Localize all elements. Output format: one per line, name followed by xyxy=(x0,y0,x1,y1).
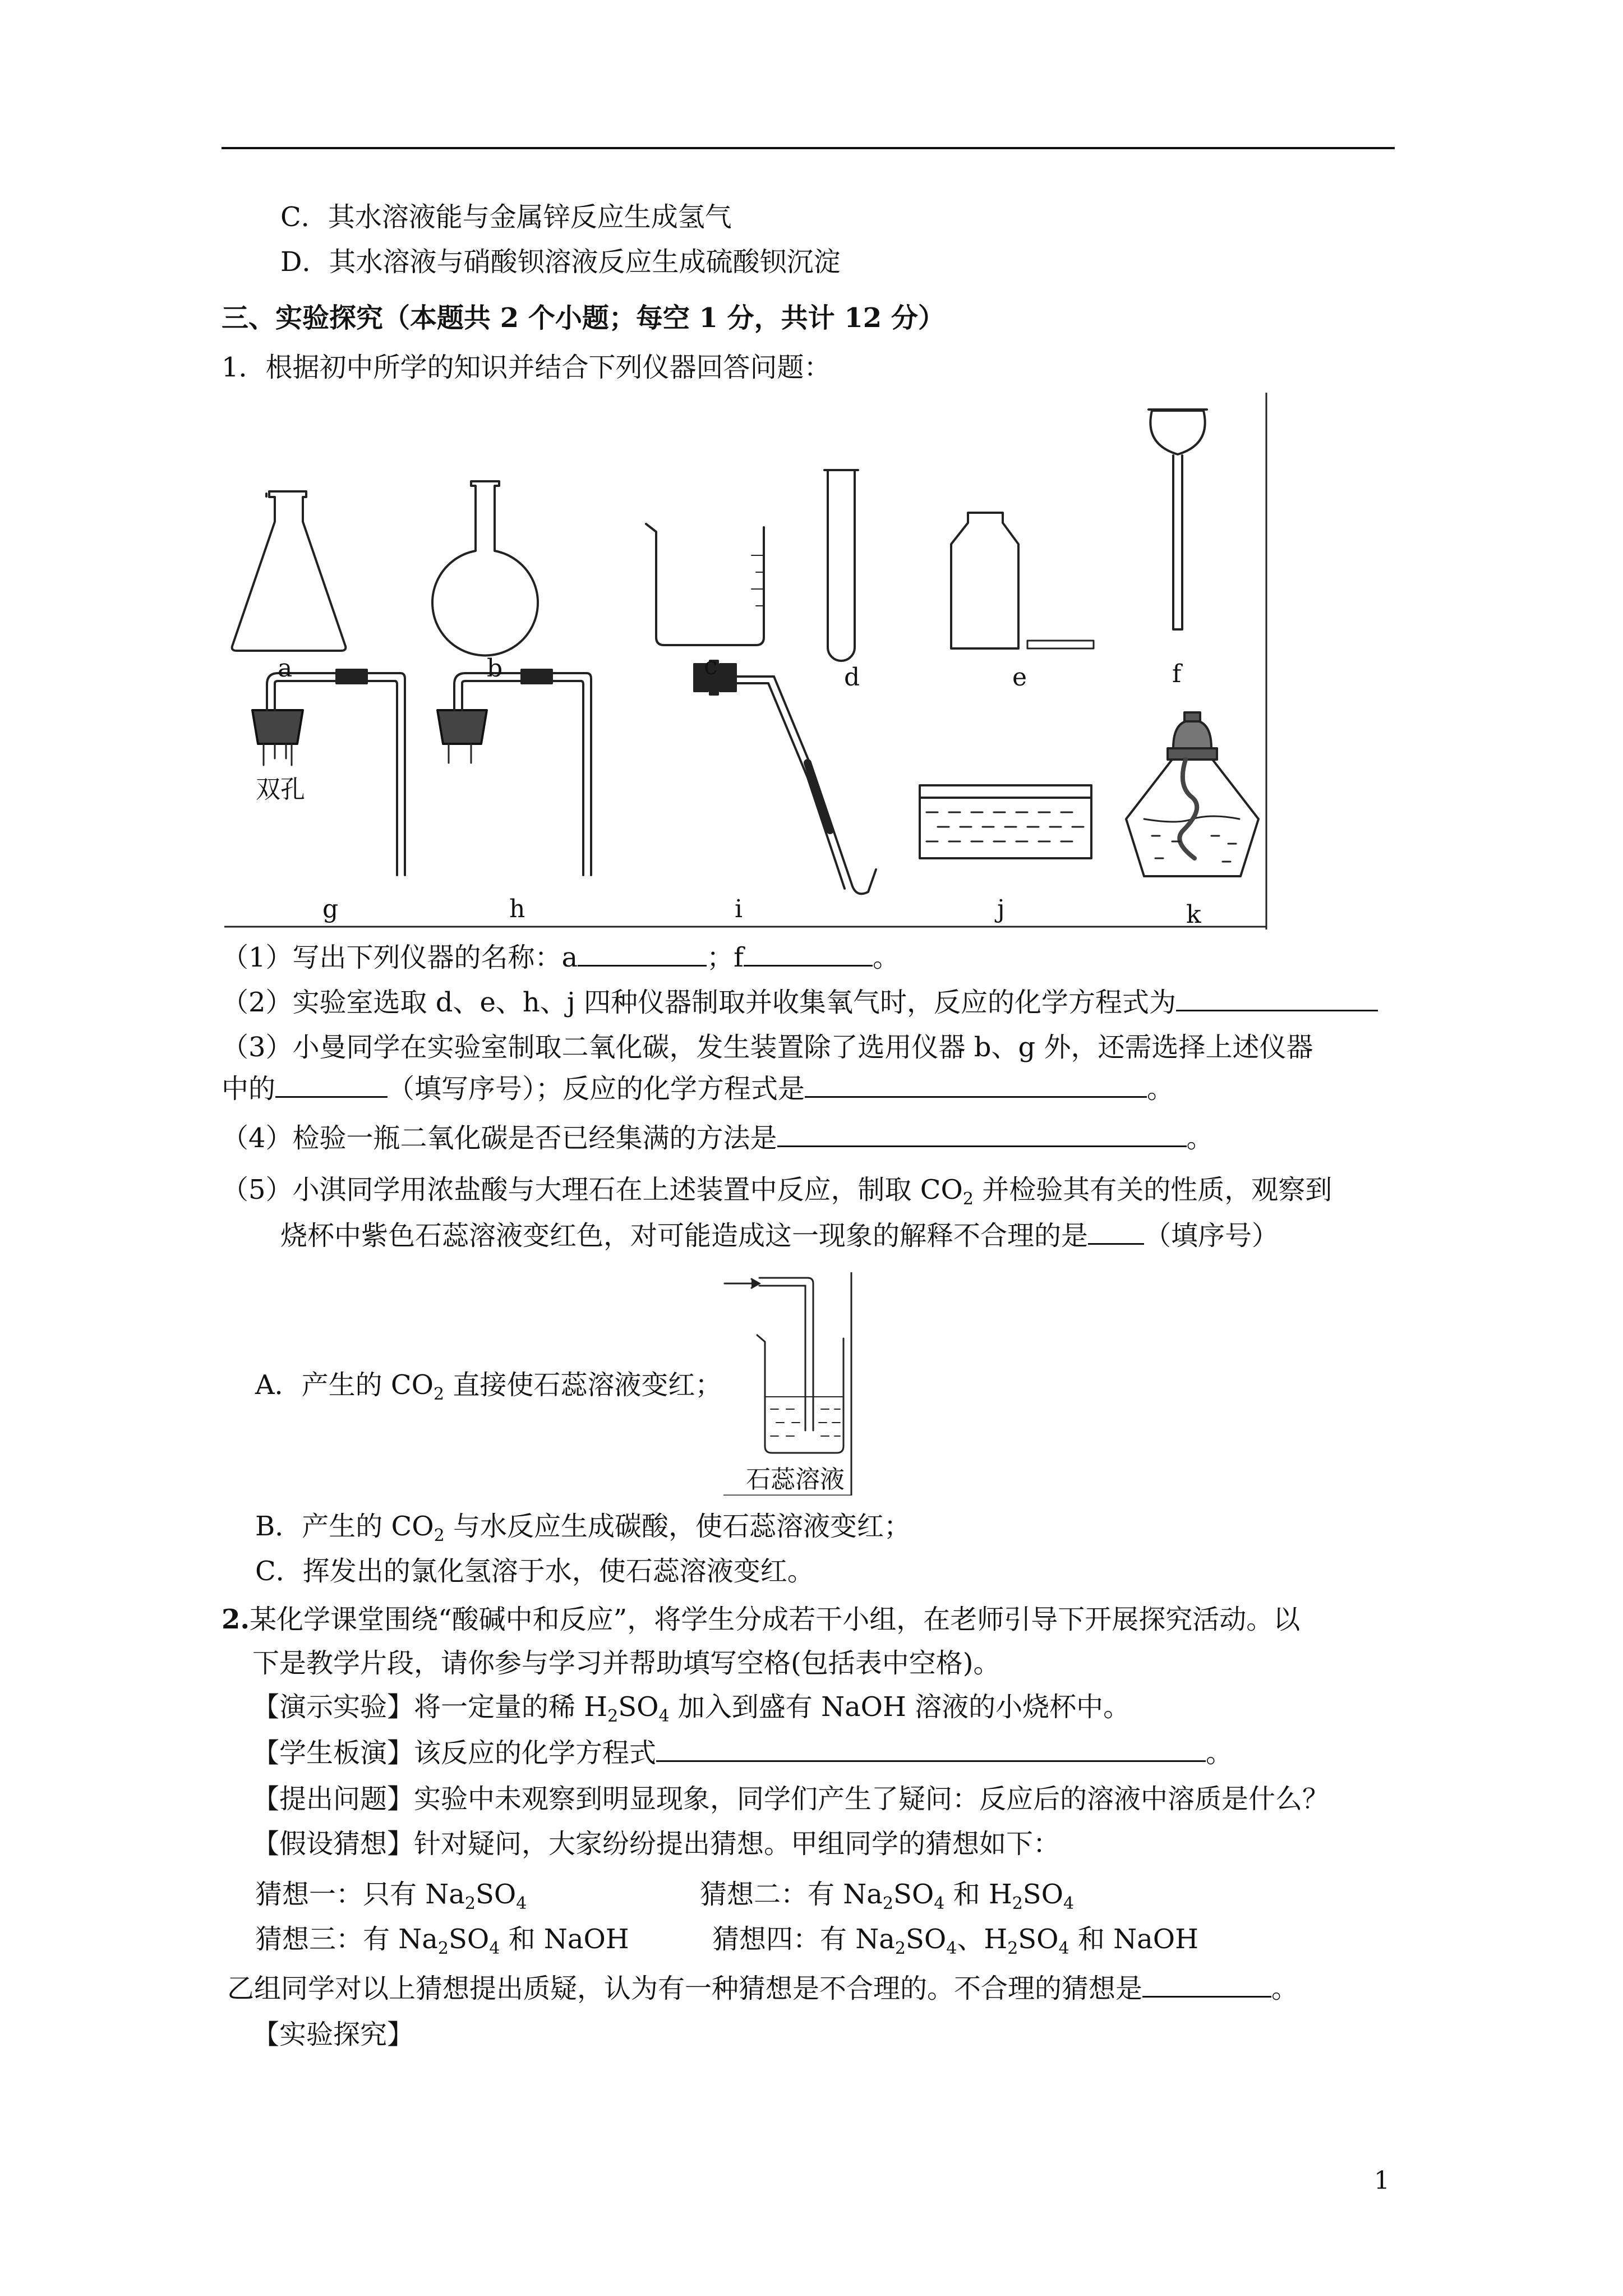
q2-doubt: 乙组同学对以上猜想提出质疑，认为有一种猜想是不合理的。不合理的猜想是 。 xyxy=(227,1971,1298,2006)
rubber-tube-i xyxy=(694,661,876,894)
guess-3: 猜想三：有 $Na_2SO_4$ 和 NaOH xyxy=(255,1924,629,1958)
guess-1: 猜想一：只有 $Na_2SO_4$ xyxy=(255,1879,527,1913)
q1-option-a: A．产生的 $CO_2$ 直接使石蕊溶液变红； xyxy=(255,1369,722,1404)
guess-4: 猜想四：有 $Na_2SO_4$、$H_2SO_4$ 和 NaOH xyxy=(712,1924,1198,1958)
water-trough-j xyxy=(920,785,1091,858)
two-hole-stopper-tube-g xyxy=(252,670,405,875)
stopper-tube-h xyxy=(437,670,591,875)
q1-sub2: （2）实验室选取 d、e、h、j 四种仪器制取并收集氧气时，反应的化学方程式为 xyxy=(222,985,1378,1020)
page-number: 1 xyxy=(1374,2166,1390,2195)
label-h: h xyxy=(509,895,525,923)
q1-sub3-line2: 中的 （填写序号）；反应的化学方程式是 。 xyxy=(222,1071,1174,1106)
q1-sub5-line2: 烧杯中紫色石蕊溶液变红色，对可能造成这一现象的解释不合理的是 （填序号） xyxy=(280,1218,1279,1253)
q1-sub5-line1: （5）小淇同学用浓盐酸与大理石在上述装置中反应，制取 $CO_2$ 并检验其有关的性质，观察到 xyxy=(222,1174,1332,1209)
question-1-stem: 1．根据初中所学的知识并结合下列仪器回答问题： xyxy=(222,352,831,383)
answer-blank-f[interactable] xyxy=(744,940,873,967)
q2-hypothesis: 【假设猜想】针对疑问，大家纷纷提出猜想。甲组同学的猜想如下： xyxy=(252,1828,1061,1860)
litmus-label: 石蕊溶液 xyxy=(746,1465,845,1494)
answer-blank-co2-full-check[interactable] xyxy=(777,1121,1187,1147)
alcohol-lamp-k xyxy=(1126,712,1258,876)
conical-flask-a xyxy=(232,491,346,651)
test-tube-d xyxy=(824,470,858,661)
header-rule xyxy=(222,147,1395,149)
label-f: f xyxy=(1172,660,1182,688)
q2-line2: 下是教学片段，请你参与学习并帮助填写空格(包括表中空格)。 xyxy=(252,1648,1000,1679)
beaker-c xyxy=(646,524,764,645)
answer-blank-oxygen-equation[interactable] xyxy=(1176,985,1378,1011)
q1-sub4: （4）检验一瓶二氧化碳是否已经集满的方法是 。 xyxy=(222,1121,1214,1156)
q1-option-b: B．产生的 $CO_2$ 与水反应生成碳酸，使石蕊溶液变红； xyxy=(255,1511,911,1545)
label-k: k xyxy=(1186,900,1201,929)
two-hole-text: 双孔 xyxy=(256,775,305,804)
q2-line1: 2.某化学课堂围绕“酸碱中和反应”，将学生分成若干小组，在老师引导下开展探究活动。以 xyxy=(222,1604,1301,1635)
option-d: D．其水溶液与硝酸钡溶液反应生成硫酸钡沉淀 xyxy=(280,246,841,278)
answer-blank-unreasonable[interactable] xyxy=(1088,1218,1144,1245)
label-e: e xyxy=(1012,663,1027,692)
q2-question: 【提出问题】实验中未观察到明显现象，同学们产生了疑问：反应后的溶液中溶质是什么？ xyxy=(252,1783,1330,1815)
answer-blank-instrument[interactable] xyxy=(275,1071,388,1098)
label-a: a xyxy=(278,654,293,683)
instruments-figure xyxy=(224,393,1270,930)
long-neck-funnel-f xyxy=(1149,409,1207,629)
answer-blank-a[interactable] xyxy=(578,940,707,967)
q1-sub3-line1: （3）小曼同学在实验室制取二氧化碳，发生装置除了选用仪器 b、g 外，还需选择上述仪器 xyxy=(222,1032,1313,1063)
q1-sub1: （1）写出下列仪器的名称：a ；f 。 xyxy=(222,940,900,975)
answer-blank-co2-equation[interactable] xyxy=(805,1071,1147,1098)
section-title: 三、实验探究（本题共 2 个小题；每空 1 分，共计 12 分） xyxy=(222,302,945,334)
round-bottom-flask-b xyxy=(432,481,538,655)
label-j: j xyxy=(997,895,1005,923)
q2-demo: 【演示实验】将一定量的稀 $H_2SO_4$ 加入到盛有 NaOH 溶液的小烧杯中。 xyxy=(252,1691,1131,1726)
q2-explore: 【实验探究】 xyxy=(252,2019,414,2050)
label-i: i xyxy=(735,895,743,923)
label-g: g xyxy=(322,895,339,923)
label-b: b xyxy=(487,654,503,683)
option-c: C．其水溶液能与金属锌反应生成氢气 xyxy=(280,201,732,233)
answer-blank-neutralization-equation[interactable] xyxy=(656,1736,1206,1762)
label-c: c xyxy=(704,652,718,680)
q2-board: 【学生板演】该反应的化学方程式 。 xyxy=(252,1736,1233,1770)
gas-collecting-bottle-e xyxy=(951,513,1094,648)
q1-option-c: C．挥发出的氯化氢溶于水，使石蕊溶液变红。 xyxy=(255,1556,814,1587)
label-d: d xyxy=(844,663,860,692)
answer-blank-unreasonable-guess[interactable] xyxy=(1142,1971,1271,1998)
litmus-beaker-figure xyxy=(723,1272,858,1496)
guess-2: 猜想二：有 $Na_2SO_4$ 和 $H_2SO_4$ xyxy=(700,1879,1075,1913)
